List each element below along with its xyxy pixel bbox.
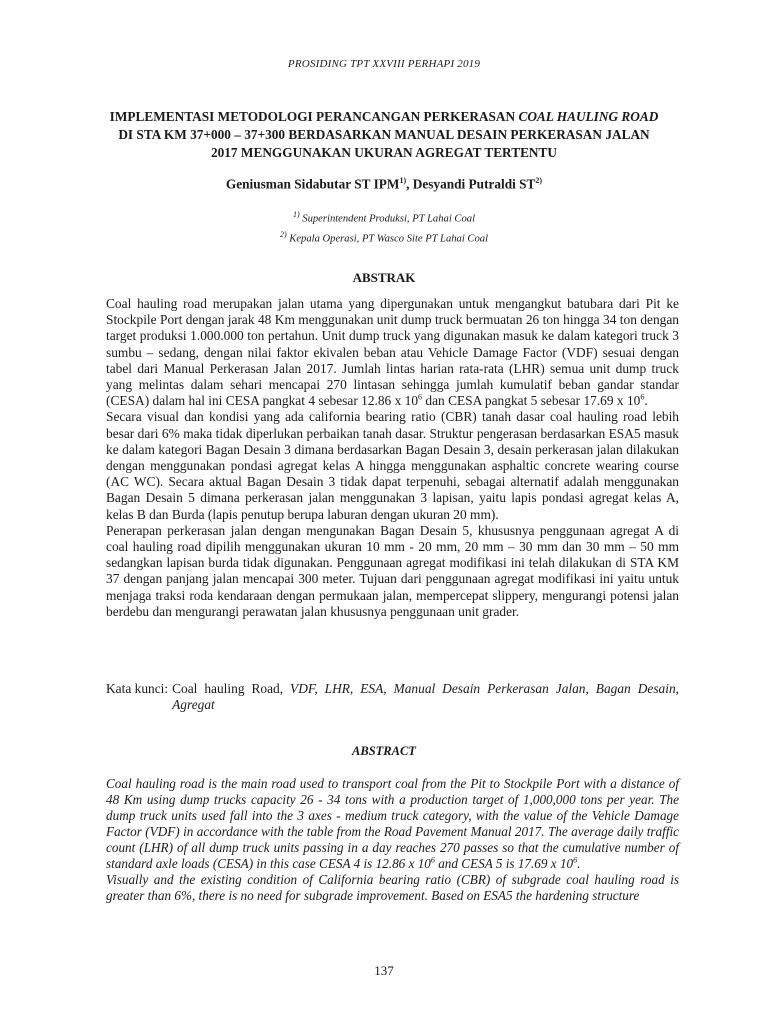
title-line-1-italic: COAL HAULING ROAD bbox=[518, 109, 659, 124]
abstract-p1-exponent-2: 6 bbox=[573, 855, 578, 865]
keywords-text bbox=[172, 681, 679, 713]
affiliation-2 bbox=[0, 227, 768, 247]
abstrak-p1-exponent-2: 6 bbox=[640, 392, 645, 402]
abstrak-heading: ABSTRAK bbox=[352, 270, 416, 285]
abstrak-paragraph-1 bbox=[106, 296, 679, 409]
affiliation-2-mark: 2) bbox=[279, 229, 287, 239]
keywords-label: Kata kunci: bbox=[106, 681, 169, 696]
running-header: PROSIDING TPT XXVIII PERHAPI 2019 bbox=[287, 58, 481, 70]
affiliation-1 bbox=[0, 207, 768, 227]
title-line-1-prefix: IMPLEMENTASI METODOLOGI PERANCANGAN PERKERASAN bbox=[109, 109, 516, 124]
author-2-mark: 2) bbox=[535, 176, 543, 185]
author-2: Desyandi Putraldi ST bbox=[412, 176, 536, 192]
abstrak-p1-text-a: Coal hauling road merupakan jalan utama yang dipergunakan untuk mengangkut batubara dari Pit ke Stockpile Port dengan jarak 48 Km menggunakan unit dump truck bermuatan 26 ton hingga 34 ton dengan target produksi 1.000.000 ton pertahun. Unit dump truck yang digunakan masuk ke dalam kategori truck 3 sumbu – sedang, dengan nilai faktor ekivalen beban atau Vehicle Damage Factor (VDF) sesuai dengan tabel dari Manual Perkerasan Jalan 2017. Jumlah lintas harian rata-rata (LHR) semua unit dump truck yang melintas dalam sehari mencapai 270 lintasan sehingga jumlah kumulatif beban gandar standar (CESA) dalam hal ini CESA pangkat 4 sebesar 12.86 x 10 bbox=[106, 296, 679, 409]
abstrak-p1-text-c: . bbox=[644, 393, 648, 409]
author-1-mark: 1) bbox=[399, 176, 407, 185]
title-line-3: 2017 MENGGUNAKAN UKURAN AGREGAT TERTENTU bbox=[210, 145, 558, 160]
abstract-paragraph-2: Visually and the existing condition of California bearing ratio (CBR) of subgrade coal hauling road is greater than 6%, there is no need for subgrade improvement. Based on ESA5 the hardening structure bbox=[106, 872, 679, 903]
abstrak-body bbox=[106, 296, 679, 620]
author-list bbox=[0, 176, 768, 192]
paper-title bbox=[90, 108, 678, 162]
page-number: 137 bbox=[374, 963, 394, 978]
keywords-italic: VDF, LHR, ESA, Manual Desain Perkerasan Jalan, Bagan Desain, Agregat bbox=[172, 681, 679, 713]
abstract-heading: ABSTRACT bbox=[352, 744, 416, 758]
affiliations bbox=[0, 207, 768, 246]
title-line-2: DI STA KM 37+000 – 37+300 BERDASARKAN MANUAL DESAIN PERKERASAN JALAN bbox=[118, 127, 650, 142]
abstrak-p1-text-b: dan CESA pangkat 5 sebesar 17.69 x 10 bbox=[422, 393, 641, 409]
keywords bbox=[106, 681, 679, 713]
abstract-p1-text-c: . bbox=[577, 856, 581, 871]
abstract-body bbox=[106, 776, 679, 904]
title-line-1 bbox=[90, 108, 678, 126]
affiliation-1-mark: 1) bbox=[292, 210, 300, 219]
affiliation-1-text: Superintendent Produksi, PT Lahai Coal bbox=[302, 213, 476, 225]
abstrak-paragraph-2: Secara visual dan kondisi yang ada california bearing ratio (CBR) tanah dasar coal hauling road lebih besar dari 6% maka tidak diperlukan perbaikan tanah dasar. Struktur pengerasan berdasarkan ESA5 masuk ke dalam kategori Bagan Desain 3 dimana berdasarkan Bagan Desain 3, desain perkerasan jalan dilakukan dengan menggunakan pondasi agregat kelas A hingga menggunakan asphaltic concrete wearing course (AC WC). Secara aktual Bagan Desain 3 tidak dapat terpenuhi, sebagai alternatif adalah menggunakan Bagan Desain 5 dimana perkerasan jalan menggunakan 3 lapisan, yaitu lapis pondasi agregat kelas A, kelas B dan Burda (lapis penutup berupa laburan dengan ukuran 20 mm). bbox=[106, 409, 679, 522]
keywords-plain: Coal hauling Road, bbox=[172, 681, 291, 696]
abstrak-paragraph-3: Penerapan perkerasan jalan dengan mengunakan Bagan Desain 5, khususnya penggunaan agregat A di coal hauling road dipilih menggunakan ukuran 10 mm - 20 mm, 20 mm – 30 mm dan 30 mm – 50 mm sedangkan lapisan burda tidak digunakan. Penggunaan agregat modifikasi ini telah dilakukan di STA KM 37 dengan panjang jalan mencapai 300 meter. Tujuan dari penggunaan agregat modifikasi ini yaitu untuk menjaga traksi roda kendaraan dengan permukaan jalan, mempercepat slippery, mengurangi potensi jalan berdebu dan mengurangi perawatan jalan khususnya penggunaan unit grader. bbox=[106, 522, 679, 619]
abstract-paragraph-1 bbox=[106, 776, 679, 872]
abstract-p1-exponent-1: 6 bbox=[430, 855, 435, 865]
abstrak-p1-exponent-1: 6 bbox=[418, 392, 423, 402]
author-separator: , bbox=[406, 176, 413, 192]
abstract-p1-text-b: and CESA 5 is 17.69 x 10 bbox=[434, 856, 574, 871]
author-1: Geniusman Sidabutar ST IPM bbox=[225, 176, 400, 192]
abstract-p1-text-a: Coal hauling road is the main road used to transport coal from the Pit to Stockpile Port with a distance of 48 Km using dump trucks capacity 26 - 34 tons with a production target of 1,000,000 tons per year. The dump truck units used fall into the 3 axes - medium truck category, with the value of the Vehicle Damage Factor (VDF) in accordance with the table from the Road Pavement Manual 2017. The average daily traffic count (LHR) of all dump truck units passing in a day reaches 270 passes so that the cumulative number of standard axle loads (CESA) in this case CESA 4 is 12.86 x 10 bbox=[106, 776, 679, 871]
affiliation-2-text: Kepala Operasi, PT Wasco Site PT Lahai Coal bbox=[289, 233, 489, 245]
